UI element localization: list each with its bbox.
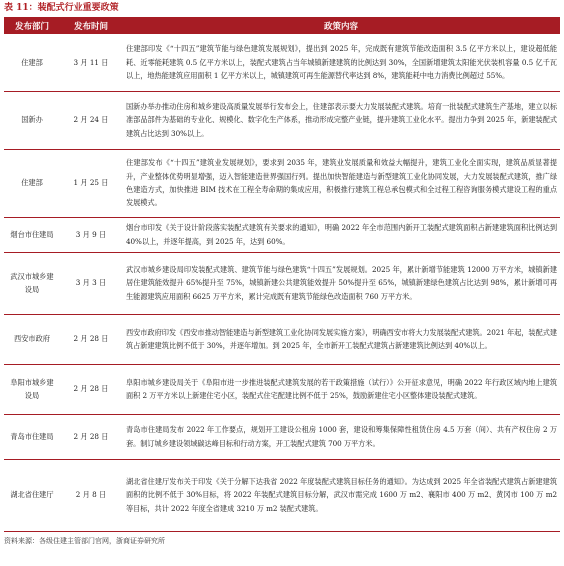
content-cell: 住建部印发《“十四五”建筑节能与绿色建筑发展规划》，提出到 2025 年，完成既有建筑节能改造面积 3.5 亿平方米以上，建设超低能耗、近零能耗建筑 0.5 亿平方米以上，装配式建筑占当年城镇新建建筑的比例达到 30%，全国新增建筑太阳能光伏装机容量 0.5 亿千瓦以上，地热能建筑应用面积 1 亿平方米以上，城镇建筑可再生能源替代率达到 8%，建筑能耗中电力消费比例超过 55%。 bbox=[122, 34, 560, 91]
dept-cell: 住建部 bbox=[4, 34, 60, 91]
date-cell: 2 月 28 日 bbox=[60, 364, 122, 414]
dept-cell: 烟台市住建局 bbox=[4, 217, 60, 252]
date-cell: 1 月 25 日 bbox=[60, 149, 122, 217]
date-cell: 3 月 3 日 bbox=[60, 252, 122, 314]
content-cell: 湖北省住建厅发布关于印发《关于分解下达我省 2022 年度装配式建筑目标任务的通知》。为达成到 2025 年全省装配式建筑占新建建筑面积的比例不低于 30%目标，将 2022 年装配式建筑目标分解，武汉市需完成 1600 万 m2、襄阳市 400 万 m2、黄冈市 100 万 m2 等目标，共计 2022 年度全省建成 3210 万 m2 装配式建筑。 bbox=[122, 459, 560, 531]
date-cell: 2 月 28 日 bbox=[60, 314, 122, 364]
content-cell: 国新办举办推动住房和城乡建设高质量发展举行发布会上，住建部表示要大力发展装配式建筑。培育一批装配式建筑生产基地，建立以标准部品部件为基础的专业化、规模化、数字化生产体系，推动形成完整产业链，提升建筑工业化水平。提出力争到 2025 年，新建装配式建筑占比达到 30%以上。 bbox=[122, 91, 560, 149]
dept-cell: 住建部 bbox=[4, 149, 60, 217]
content-cell: 阜阳市城乡建设局关于《阜阳市进一步推进装配式建筑发展的若干政策措施（试行）》公开征求意见，明确 2022 年行政区域内地上建筑面积 2 万平方米以上新建住宅小区，装配式住宅配建比例不低于 25%，鼓励新建住宅小区整体建设装配式建筑。 bbox=[122, 364, 560, 414]
header-content: 政策内容 bbox=[122, 17, 560, 34]
table-row bbox=[4, 91, 560, 149]
table-row bbox=[4, 364, 560, 414]
table-row bbox=[4, 217, 560, 252]
date-cell: 2 月 8 日 bbox=[60, 459, 122, 531]
header-date: 发布时间 bbox=[60, 17, 122, 34]
table-header bbox=[4, 17, 560, 34]
table-row bbox=[4, 252, 560, 314]
table-body bbox=[4, 34, 560, 531]
source-note: 资料来源：各级住建主管部门官网，浙商证券研究所 bbox=[4, 536, 165, 545]
policy-table bbox=[4, 17, 560, 532]
dept-cell: 武汉市城乡建设局 bbox=[4, 252, 60, 314]
content-cell: 烟台市印发《关于设计阶段落实装配式建筑有关要求的通知》，明确 2022 年全市范围内新开工装配式建筑面积占新建建筑面积比例达到 40%以上，并逐年提高，到 2025 年，达到 60%。 bbox=[122, 217, 560, 252]
content-cell: 西安市政府印发《西安市推动智能建造与新型建筑工业化协同发展实施方案》，明确西安市将大力发展装配式建筑。2021 年起，装配式建筑占新建建筑比例不低于 30%，并逐年增加。到 2025 年，全市新开工装配式建筑占新建建筑比例达到 40%以上。 bbox=[122, 314, 560, 364]
table-row bbox=[4, 414, 560, 459]
table-row bbox=[4, 459, 560, 531]
dept-cell: 阜阳市城乡建设局 bbox=[4, 364, 60, 414]
header-row bbox=[4, 17, 560, 34]
dept-cell: 湖北省住建厅 bbox=[4, 459, 60, 531]
table-row bbox=[4, 149, 560, 217]
table-row bbox=[4, 34, 560, 91]
content-cell: 武汉市城乡建设局印发装配式建筑、建筑节能与绿色建筑“十四五”发展规划。2025 年，累计新增节能建筑 12000 万平方米，城镇新建居住建筑能效提升 65%提升至 75%，城镇新建公共建筑能效提升 50%提升至 65%，城镇新建绿色建筑占比达到 98%，累计新增可再生能源建筑应用面积 6625 万平方米，累计完成既有建筑节能绿色改造面积 760 万平方米。 bbox=[122, 252, 560, 314]
dept-cell: 青岛市住建局 bbox=[4, 414, 60, 459]
header-dept: 发布部门 bbox=[4, 17, 60, 34]
date-cell: 3 月 11 日 bbox=[60, 34, 122, 91]
date-cell: 3 月 9 日 bbox=[60, 217, 122, 252]
content-cell: 青岛市住建局发布 2022 年工作要点，规划开工建设公租房 1000 套，建设和筹集保障性租赁住房 4.5 万套（间）、共有产权住房 2 万套。制订城乡建设领域碳达峰目标和行动方案，开工装配式建筑 700 万平方米。 bbox=[122, 414, 560, 459]
table-title: 表 11：装配式行业重要政策 bbox=[4, 3, 119, 13]
content-cell: 住建部发布《“十四五”建筑业发展规划》，要求到 2035 年，建筑业发展质量和效益大幅提升，建筑工业化全面实现，建筑品质显著提升，产业整体优势明显增强，迈入智能建造世界强国行列。提出加快智能建造与新型建筑工业化协同发展，大力发展装配式建筑，推广绿色建造方式，加快推进 BIM 技术在工程全寿命期的集成应用，积极推行建筑工程总承包模式和全过程工程咨询服务模式建设工程的重点发展模式。 bbox=[122, 149, 560, 217]
date-cell: 2 月 28 日 bbox=[60, 414, 122, 459]
dept-cell: 西安市政府 bbox=[4, 314, 60, 364]
dept-cell: 国新办 bbox=[4, 91, 60, 149]
date-cell: 2 月 24 日 bbox=[60, 91, 122, 149]
table-row bbox=[4, 314, 560, 364]
